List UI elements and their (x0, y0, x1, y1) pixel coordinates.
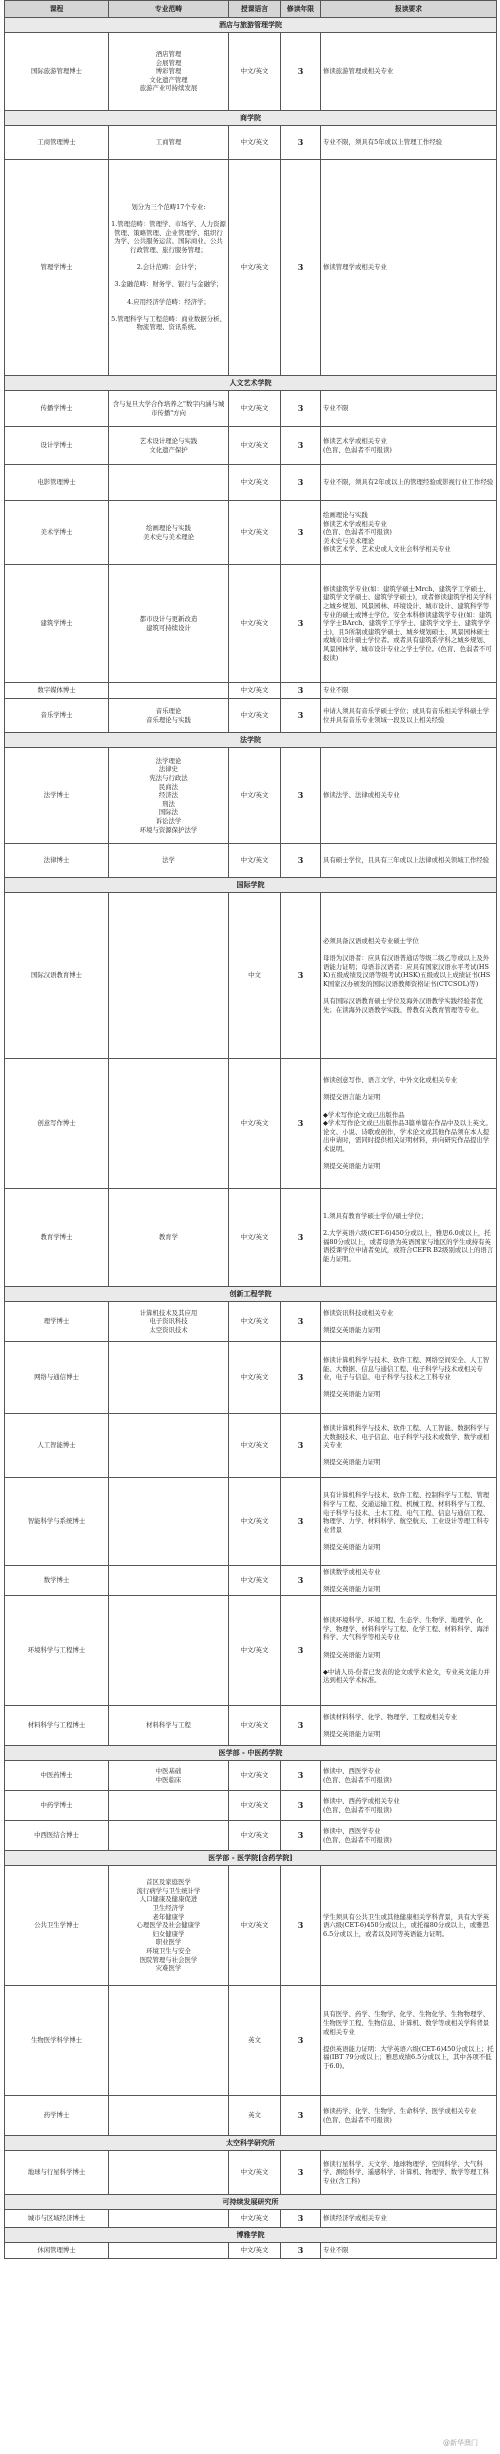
table-row (5, 391, 497, 427)
header-requirements: 报读要求 (321, 1, 497, 18)
table-row (5, 1478, 497, 1566)
course-scope: 首区及家庭医学 流行病学与卫生统计学 人口健康及健康促进 卫生经济学 老年健康学 心理医学及社会健康学 妇女健康学 职业医学 环境卫生与安全 医院管理与社会医学 灾难医学 (109, 1866, 229, 1986)
course-years: 3 (281, 1478, 321, 1566)
course-name: 材料科学与工程博士 (5, 1706, 109, 1746)
table-row (5, 1821, 497, 1851)
course-name: 电影管理博士 (5, 465, 109, 501)
section-title: 创新工程学院 (5, 1287, 497, 1302)
section-header-row (5, 878, 497, 893)
course-scope: 酒店管理 会展管理 博彩管理 文化遗产管理 旅游产业可持续发展 (109, 33, 229, 111)
course-years: 3 (281, 1302, 321, 1342)
course-scope: 法学 (109, 844, 229, 878)
course-name: 管理学博士 (5, 160, 109, 376)
course-requirements: 修读数学或相关专业 须提交英语能力证明 (321, 1566, 497, 1596)
course-years: 3 (281, 2151, 321, 2195)
course-years: 3 (281, 683, 321, 699)
course-name: 设计学博士 (5, 427, 109, 465)
table-row (5, 1791, 497, 1821)
course-name: 传播学博士 (5, 391, 109, 427)
section-header-row (5, 733, 497, 748)
course-name: 法学博士 (5, 748, 109, 844)
course-requirements: 具有硕士学位，且具有三年或以上法律或相关领域工作经验 (321, 844, 497, 878)
course-scope (109, 683, 229, 699)
course-scope (109, 2210, 229, 2228)
course-years: 3 (281, 427, 321, 465)
section-header-row (5, 1287, 497, 1302)
course-years: 3 (281, 844, 321, 878)
course-years: 3 (281, 501, 321, 565)
course-name: 音乐学博士 (5, 699, 109, 733)
section-header-row (5, 1746, 497, 1761)
header-course: 课程 (5, 1, 109, 18)
table-row (5, 427, 497, 465)
programs-table (4, 0, 497, 2259)
table-row (5, 1706, 497, 1746)
table-header-row (5, 1, 497, 18)
course-years: 3 (281, 2243, 321, 2259)
section-title: 人文艺术学院 (5, 376, 497, 391)
course-language: 中文/英文 (229, 501, 281, 565)
table-row (5, 126, 497, 160)
course-scope (109, 2096, 229, 2136)
course-requirements: 修读行星科学、天文学、地球物理学、空间科学、大气科学、测绘科学、遥感科学、计算机、物理学、数学等理工科专业(含工科) (321, 2151, 497, 2195)
course-name: 教育学博士 (5, 1189, 109, 1287)
table-body (5, 18, 497, 2259)
course-requirements: 修读材料科学、化学、物理学、工程或相关专业 须提交英语能力证明 (321, 1706, 497, 1746)
course-years: 3 (281, 1189, 321, 1287)
table-row (5, 1566, 497, 1596)
course-name: 工商管理博士 (5, 126, 109, 160)
course-scope (109, 893, 229, 1059)
course-language: 中文/英文 (229, 1596, 281, 1706)
table-row (5, 565, 497, 683)
section-header-row (5, 376, 497, 391)
course-requirements: 修读经济学或相关专业 (321, 2210, 497, 2228)
course-requirements: 修读中、西医学专业 (色盲、色弱者不可报读) (321, 1821, 497, 1851)
course-scope: 划分为三个范畴17个专业: 1.管理范畴：管理学、市场学、人力资源管理、策略管理、企业管理学、组织行为学、公共服务运营、国际商业、公共行政管理、旅行服务管理； 2.会计范畴：会计学； 3.金融范畴：财务学、银行与金融学； 4.应用经济学范畴：经济学； 5.管理科学与工程范畴：商业数据分析、物流管理、资讯系统。 (109, 160, 229, 376)
section-header-row (5, 111, 497, 126)
table-row (5, 501, 497, 565)
table-row (5, 2096, 497, 2136)
table-row (5, 1059, 497, 1189)
course-requirements: 绘画理论与实践 修读艺术学或相关专业 (色盲、色弱者不可报读) 美术史与美术理论 修读艺术学、艺术史或人文社会科学相关专业 (321, 501, 497, 565)
course-scope (109, 1791, 229, 1821)
course-language: 中文/英文 (229, 699, 281, 733)
course-requirements: 修读法学、法律或相关专业 (321, 748, 497, 844)
section-header-row (5, 2195, 497, 2210)
course-years: 3 (281, 33, 321, 111)
course-scope: 艺术设计理论与实践 文化遗产保护 (109, 427, 229, 465)
course-requirements: 具有计算机科学与技术、软件工程、控制科学与工程、管理科学与工程、交通运输工程、机械工程、材料科学与工程、电子科学与技术、土木工程、电气工程、信息与通信工程、物理学、力学、材料科学、航空航天、工业设计等理工科专业背景 须提交英语能力证明 (321, 1478, 497, 1566)
course-years: 3 (281, 565, 321, 683)
course-language: 中文/英文 (229, 683, 281, 699)
section-title: 太空科学研究所 (5, 2136, 497, 2151)
course-years: 3 (281, 2210, 321, 2228)
course-scope: 工商管理 (109, 126, 229, 160)
course-language: 中文/英文 (229, 748, 281, 844)
watermark (443, 2438, 478, 2448)
course-requirements: 修读中、西医学专业 (色盲、色弱者不可报读) (321, 1761, 497, 1791)
course-requirements: 学生须具有公共卫生或其他健康相关学科背景，具有大学英语六级(CET-6)450分或以上，或托福80分或以上，或雅思6.5分或以上，或者以及同等英语能力证明。 (321, 1866, 497, 1986)
course-name: 理学博士 (5, 1302, 109, 1342)
table-row (5, 1414, 497, 1478)
programs-document (4, 0, 496, 2259)
course-name: 城市与区域经济博士 (5, 2210, 109, 2228)
course-language: 中文/英文 (229, 565, 281, 683)
header-scope: 专业范畴 (109, 1, 229, 18)
course-requirements: 专业不限 (321, 2243, 497, 2259)
section-header-row (5, 1851, 497, 1866)
table-row (5, 844, 497, 878)
course-requirements: 修读建筑学专业(如：建筑学硕士Mrch、建筑学工学硕士、建筑学文学硕士、建筑学学硕士)，或者修读建筑学相关学科之城乡规划、风景园林、环境设计、城市设计、建筑科学等专业的硕士或博士学位。安全本科修读建筑学专业(如：建筑学学士BArch、建筑学工学学士、建筑学文学士、建筑学学士)，且5所制或建筑学硕士、城乡规划硕士、风景园林硕士或城市设计硕士学位者。或者具有建筑系学科之城乡规划、风景园林学、城市设计专业之学士学位。(色盲、色弱者不可报读) (321, 565, 497, 683)
course-requirements: 申请人须具有音乐学硕士学位；或具有音乐相关学科硕士学位并具有音乐专业领域一段及以上相关经验 (321, 699, 497, 733)
course-years: 3 (281, 465, 321, 501)
header-years: 修读年限 (281, 1, 321, 18)
course-language: 英文 (229, 1986, 281, 2096)
table-row (5, 1189, 497, 1287)
course-scope (109, 2243, 229, 2259)
course-name: 地球与行星科学博士 (5, 2151, 109, 2195)
course-name: 公共卫生学博士 (5, 1866, 109, 1986)
course-language: 中文/英文 (229, 1302, 281, 1342)
course-years: 3 (281, 1414, 321, 1478)
table-row (5, 683, 497, 699)
course-scope: 法学理论 法律史 宪法与行政法 民商法 经济法 刑法 国际法 诉讼法学 环境与资源保护法学 (109, 748, 229, 844)
course-name: 中医药博士 (5, 1761, 109, 1791)
course-requirements: 修读中、西药学或相关专业 (色盲、色弱者不可报读) (321, 1791, 497, 1821)
course-language: 中文/英文 (229, 427, 281, 465)
course-name: 智能科学与系统博士 (5, 1478, 109, 1566)
section-title: 法学院 (5, 733, 497, 748)
table-row (5, 1761, 497, 1791)
course-language: 中文/英文 (229, 1414, 281, 1478)
course-language: 中文/英文 (229, 465, 281, 501)
course-requirements: 修读资讯科技或相关专业 须提交英语能力证明 (321, 1302, 497, 1342)
course-requirements: 修读旅游管理或相关专业 (321, 33, 497, 111)
course-name: 生物医学科学博士 (5, 1986, 109, 2096)
section-title: 博雅学院 (5, 2228, 497, 2243)
course-scope: 都市设计与更新改造 建筑可持续设计 (109, 565, 229, 683)
course-scope (109, 1986, 229, 2096)
course-scope: 教育学 (109, 1189, 229, 1287)
course-years: 3 (281, 1761, 321, 1791)
table-row (5, 2243, 497, 2259)
course-years: 3 (281, 391, 321, 427)
course-scope (109, 1414, 229, 1478)
course-language: 中文/英文 (229, 1189, 281, 1287)
course-scope (109, 1059, 229, 1189)
course-language: 中文 (229, 893, 281, 1059)
course-name: 药学博士 (5, 2096, 109, 2136)
course-scope: 音乐理论 音乐理论与实践 (109, 699, 229, 733)
course-requirements: 修读药学、化学、生物学、生命科学、医学或相关专业 (色盲、色弱者不可报读) (321, 2096, 497, 2136)
course-requirements: 修读艺术学或相关专业 (色盲、色弱者不可报读) (321, 427, 497, 465)
table-row (5, 2151, 497, 2195)
course-name: 中西医结合博士 (5, 1821, 109, 1851)
course-language: 中文/英文 (229, 2210, 281, 2228)
course-language: 中文/英文 (229, 126, 281, 160)
course-language: 中文/英文 (229, 1821, 281, 1851)
course-name: 环境科学与工程博士 (5, 1596, 109, 1706)
course-name: 数字媒体博士 (5, 683, 109, 699)
table-row (5, 2210, 497, 2228)
course-name: 国际旅游管理博士 (5, 33, 109, 111)
course-scope (109, 2151, 229, 2195)
course-language: 中文/英文 (229, 1342, 281, 1414)
course-years: 3 (281, 1706, 321, 1746)
table-row (5, 1986, 497, 2096)
course-scope (109, 1342, 229, 1414)
watermark-text: @新华澳门 (443, 2439, 478, 2447)
course-scope: 绘画理论与实践 美术史与美术理论 (109, 501, 229, 565)
course-years: 3 (281, 1566, 321, 1596)
section-header-row (5, 18, 497, 33)
section-title: 医学部 - 医学院[含药学院] (5, 1851, 497, 1866)
course-requirements: 修读创意写作、语言文学、中外文化或相关专业 须提交语言能力证明 ◆学术写作论文或已出版作品 ◆学术写作论文或已出版作品3篇单篇在作品中及以上英文。论文、小说、诗歌或创作，学术论文或其他作品须在本人提出申请时，需同时提供相关证明材料，并向研究作品提出学术说明。 须提交英语能力证明 (321, 1059, 497, 1189)
course-requirements: 修读计算机科学与技术、软件工程、网络空间安全、人工智能、大数据、信息与通信工程、电子科学与技术或相关专业，电子与信息、电子科学与技术之工科专业 须提交英语能力证明 (321, 1342, 497, 1414)
table-row (5, 699, 497, 733)
course-years: 3 (281, 1342, 321, 1414)
course-scope: 中医基础 中医临床 (109, 1761, 229, 1791)
course-name: 休闲管理博士 (5, 2243, 109, 2259)
section-title: 酒店与旅游管理学院 (5, 18, 497, 33)
course-language: 中文/英文 (229, 2151, 281, 2195)
course-name: 国际汉语教育博士 (5, 893, 109, 1059)
section-title: 可持续发展研究所 (5, 2195, 497, 2210)
section-title: 商学院 (5, 111, 497, 126)
course-requirements: 必须具备汉语或相关专业硕士学位 母语为汉语者：应具有汉语普通话等级二级乙等或以上及外语能力证明；母语非汉语者：应具有国家汉语水平考试(HSK)五级成绩及汉语等级考试(HSK)五级或以上成绩证书(HSK国家汉办颁发的国际汉语教师资格证书(CTCSOL)等) 具有国际汉语教育硕士学位及海外汉语教学实践经验者优先；在读海外汉语教学实践、曾教有关教育管理等专业。 (321, 893, 497, 1059)
header-language: 授课语言 (229, 1, 281, 18)
course-requirements: 专业不限，须具有2年或以上的管理经验或影视行业工作经验 (321, 465, 497, 501)
course-scope (109, 1478, 229, 1566)
course-language: 中文/英文 (229, 391, 281, 427)
course-requirements: 专业不限 (321, 391, 497, 427)
course-years: 3 (281, 1866, 321, 1986)
course-name: 创意写作博士 (5, 1059, 109, 1189)
course-name: 美术学博士 (5, 501, 109, 565)
course-name: 网络与通信博士 (5, 1342, 109, 1414)
course-language: 中文/英文 (229, 1866, 281, 1986)
section-header-row (5, 2136, 497, 2151)
course-scope (109, 1821, 229, 1851)
course-language: 中文/英文 (229, 1566, 281, 1596)
course-language: 中文/英文 (229, 1059, 281, 1189)
course-language: 中文/英文 (229, 160, 281, 376)
course-years: 3 (281, 699, 321, 733)
table-row (5, 33, 497, 111)
course-years: 3 (281, 1986, 321, 2096)
course-requirements: 修读管理学或相关专业 (321, 160, 497, 376)
table-row (5, 1342, 497, 1414)
course-name: 法律博士 (5, 844, 109, 878)
section-title: 国际学院 (5, 878, 497, 893)
section-header-row (5, 2228, 497, 2243)
course-scope: 计算机技术及其应用 电子资讯科技 太空资讯技术 (109, 1302, 229, 1342)
course-requirements: 修读计算机科学与技术、软件工程、人工智能、数据科学与大数据技术、电子信息、电子科学与技术或数学、数学或相关专业 须提交英语能力证明 (321, 1414, 497, 1478)
course-requirements: 具有医学、药学、生物学、化学、生物化学、生物物理学、生物医学工程、生物信息、计算机、数学等或相关学科背景或相关专业 提供英语能力证明：大学英语六级(CET-6)450分或以上；托福(IBT 79分或以上；雅思成绩6.5分或以上，其中各项不低于6.0)。 (321, 1986, 497, 2096)
course-requirements: 1.须具有教育学硕士学位/硕士学位； 2.大学英语六级(CET-6)450分或以上，雅思6.0或以上，托福80分或以上，或者母语为英语国家与地区的学生或持有英语授课学位申请者免试，或符合CEFR B2级别或以上的语言能力证明。 (321, 1189, 497, 1287)
course-scope: 含与复旦大学合作培养之"数字内涵与城市传播"方向 (109, 391, 229, 427)
course-language: 英文 (229, 2096, 281, 2136)
course-name: 中药学博士 (5, 1791, 109, 1821)
course-requirements: 修读环境科学、环境工程、生态学、生物学、地理学、化学、物理学、材料科学与工程、化学工程、材料科学、海洋科学、大气科学等相关专业 须提交英语能力证明 ◆中请人员-份者已发表的论文或学术论文，专业英文能力并达到相关学术标准。 (321, 1596, 497, 1706)
course-language: 中文/英文 (229, 1478, 281, 1566)
table-row (5, 748, 497, 844)
course-years: 3 (281, 2096, 321, 2136)
course-scope: 材料科学与工程 (109, 1706, 229, 1746)
course-name: 建筑学博士 (5, 565, 109, 683)
course-requirements: 专业不限，须具有5年或以上管理工作经验 (321, 126, 497, 160)
course-scope (109, 1566, 229, 1596)
course-language: 中文/英文 (229, 1761, 281, 1791)
course-years: 3 (281, 893, 321, 1059)
course-years: 3 (281, 748, 321, 844)
course-years: 3 (281, 1059, 321, 1189)
course-years: 3 (281, 1596, 321, 1706)
table-row (5, 160, 497, 376)
course-requirements: 专业不限 (321, 683, 497, 699)
table-row (5, 1302, 497, 1342)
course-language: 中文/英文 (229, 33, 281, 111)
course-scope (109, 465, 229, 501)
table-row (5, 1866, 497, 1986)
course-name: 人工智能博士 (5, 1414, 109, 1478)
course-scope (109, 1596, 229, 1706)
section-title: 医学部 - 中医药学院 (5, 1746, 497, 1761)
course-language: 中文/英文 (229, 844, 281, 878)
course-language: 中文/英文 (229, 1791, 281, 1821)
table-row (5, 465, 497, 501)
table-row (5, 1596, 497, 1706)
course-years: 3 (281, 1791, 321, 1821)
course-years: 3 (281, 160, 321, 376)
course-years: 3 (281, 126, 321, 160)
course-language: 中文/英文 (229, 1706, 281, 1746)
course-name: 数学博士 (5, 1566, 109, 1596)
course-language: 中文/英文 (229, 2243, 281, 2259)
table-row (5, 893, 497, 1059)
course-years: 3 (281, 1821, 321, 1851)
